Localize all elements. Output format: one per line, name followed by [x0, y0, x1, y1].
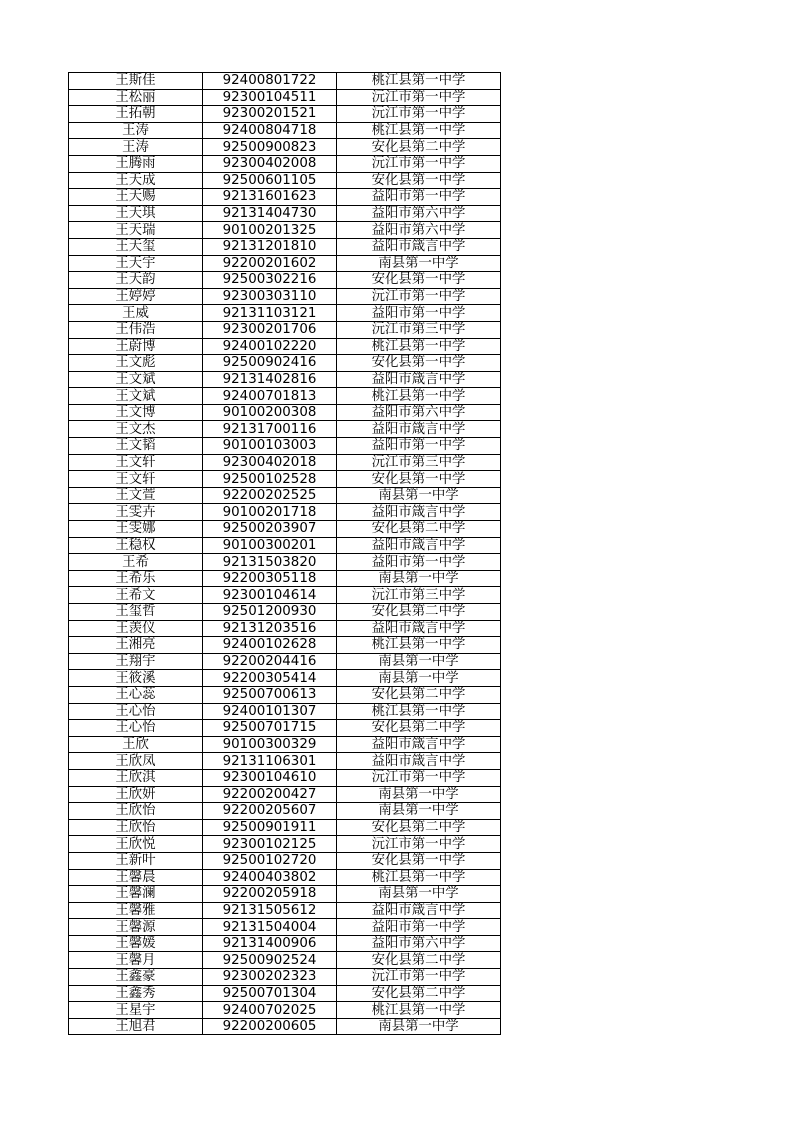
table-row: [69, 421, 501, 438]
student-name-cell: 王湘亮: [69, 637, 203, 654]
school-name-cell: 益阳市第六中学: [337, 404, 501, 421]
exam-number-cell: 92400102220: [203, 338, 337, 355]
student-name-cell: 王婷婷: [69, 288, 203, 305]
school-name-cell: 南县第一中学: [337, 570, 501, 587]
student-name-cell: 王松丽: [69, 89, 203, 106]
table-row: [69, 404, 501, 421]
exam-number-cell: 92131103121: [203, 305, 337, 322]
student-name-cell: 王文轩: [69, 471, 203, 488]
table-row: [69, 985, 501, 1002]
school-name-cell: 安化县第二中学: [337, 139, 501, 156]
table-row: [69, 272, 501, 289]
exam-number-cell: 92400702025: [203, 1002, 337, 1019]
exam-number-cell: 92131203516: [203, 620, 337, 637]
table-row: [69, 521, 501, 538]
exam-number-cell: 92400804718: [203, 122, 337, 139]
table-row: [69, 720, 501, 737]
school-name-cell: 沅江市第三中学: [337, 454, 501, 471]
school-name-cell: 益阳市第一中学: [337, 305, 501, 322]
school-name-cell: 沅江市第一中学: [337, 155, 501, 172]
school-name-cell: 益阳市箴言中学: [337, 753, 501, 770]
exam-number-cell: 92300303110: [203, 288, 337, 305]
school-name-cell: 安化县第二中学: [337, 686, 501, 703]
table-row: [69, 686, 501, 703]
table-row: [69, 1002, 501, 1019]
exam-number-cell: 92300104614: [203, 587, 337, 604]
school-name-cell: 桃江县第一中学: [337, 122, 501, 139]
table-row: [69, 969, 501, 986]
exam-number-cell: 92200305414: [203, 670, 337, 687]
school-name-cell: 沅江市第三中学: [337, 321, 501, 338]
table-row: [69, 952, 501, 969]
table-row: [69, 869, 501, 886]
student-name-cell: 王文博: [69, 404, 203, 421]
table-row: [69, 803, 501, 820]
table-row: [69, 786, 501, 803]
student-name-cell: 王心怡: [69, 703, 203, 720]
school-name-cell: 安化县第二中学: [337, 985, 501, 1002]
school-name-cell: 南县第一中学: [337, 255, 501, 272]
table-row: [69, 736, 501, 753]
exam-number-cell: 90100201325: [203, 222, 337, 239]
table-row: [69, 886, 501, 903]
exam-number-cell: 92500901911: [203, 819, 337, 836]
exam-number-cell: 92300402008: [203, 155, 337, 172]
school-name-cell: 沅江市第一中学: [337, 89, 501, 106]
table-row: [69, 604, 501, 621]
exam-number-cell: 92300402018: [203, 454, 337, 471]
school-name-cell: 益阳市第一中学: [337, 438, 501, 455]
student-name-cell: 王文轩: [69, 454, 203, 471]
school-name-cell: 益阳市箴言中学: [337, 421, 501, 438]
table-row: [69, 155, 501, 172]
table-row: [69, 487, 501, 504]
student-name-cell: 王文萱: [69, 487, 203, 504]
student-name-cell: 王欣凤: [69, 753, 203, 770]
exam-number-cell: 92400801722: [203, 73, 337, 90]
school-name-cell: 沅江市第一中学: [337, 106, 501, 123]
school-name-cell: 安化县第二中学: [337, 819, 501, 836]
student-name-cell: 王心蕊: [69, 686, 203, 703]
table-row: [69, 769, 501, 786]
school-name-cell: 安化县第一中学: [337, 852, 501, 869]
table-row: [69, 504, 501, 521]
school-name-cell: 益阳市箴言中学: [337, 504, 501, 521]
table-row: [69, 205, 501, 222]
exam-number-cell: 92200202525: [203, 487, 337, 504]
exam-number-cell: 92400102628: [203, 637, 337, 654]
student-name-cell: 王天琪: [69, 205, 203, 222]
student-name-cell: 王馨雅: [69, 902, 203, 919]
student-name-cell: 王羡仪: [69, 620, 203, 637]
exam-number-cell: 92131106301: [203, 753, 337, 770]
school-name-cell: 南县第一中学: [337, 487, 501, 504]
table-row: [69, 238, 501, 255]
exam-number-cell: 92500601105: [203, 172, 337, 189]
exam-number-cell: 92300102125: [203, 836, 337, 853]
student-name-cell: 王心怡: [69, 720, 203, 737]
table-row: [69, 371, 501, 388]
table-row: [69, 471, 501, 488]
exam-number-cell: 92131201810: [203, 238, 337, 255]
exam-number-cell: 92131503820: [203, 554, 337, 571]
exam-number-cell: 92200305118: [203, 570, 337, 587]
table-row: [69, 388, 501, 405]
student-name-cell: 王腾雨: [69, 155, 203, 172]
exam-number-cell: 92500701715: [203, 720, 337, 737]
table-row: [69, 172, 501, 189]
table-row: [69, 255, 501, 272]
student-name-cell: 王欣悦: [69, 836, 203, 853]
table-row: [69, 122, 501, 139]
school-name-cell: 益阳市箴言中学: [337, 620, 501, 637]
student-name-cell: 王希: [69, 554, 203, 571]
school-name-cell: 益阳市箴言中学: [337, 371, 501, 388]
table-row: [69, 1018, 501, 1035]
student-name-cell: 王欣: [69, 736, 203, 753]
exam-number-cell: 92500102528: [203, 471, 337, 488]
table-row: [69, 537, 501, 554]
table-row: [69, 919, 501, 936]
school-name-cell: 桃江县第一中学: [337, 869, 501, 886]
table-row: [69, 139, 501, 156]
table-row: [69, 753, 501, 770]
school-name-cell: 安化县第一中学: [337, 272, 501, 289]
student-name-cell: 王文韬: [69, 438, 203, 455]
exam-number-cell: 92400701813: [203, 388, 337, 405]
table-row: [69, 653, 501, 670]
school-name-cell: 安化县第二中学: [337, 952, 501, 969]
exam-number-cell: 92131404730: [203, 205, 337, 222]
student-name-cell: 王天玺: [69, 238, 203, 255]
student-name-cell: 王希乐: [69, 570, 203, 587]
student-name-cell: 王翔宇: [69, 653, 203, 670]
table-row: [69, 852, 501, 869]
exam-number-cell: 92200205607: [203, 803, 337, 820]
school-name-cell: 益阳市箴言中学: [337, 537, 501, 554]
student-name-cell: 王馨澜: [69, 886, 203, 903]
student-name-cell: 王星宇: [69, 1002, 203, 1019]
student-name-cell: 王馨源: [69, 919, 203, 936]
student-name-cell: 王馨媛: [69, 935, 203, 952]
student-name-cell: 王筱溪: [69, 670, 203, 687]
table-row: [69, 355, 501, 372]
school-name-cell: 桃江县第一中学: [337, 703, 501, 720]
student-name-cell: 王拓朝: [69, 106, 203, 123]
exam-number-cell: 92131601623: [203, 189, 337, 206]
exam-number-cell: 92500701304: [203, 985, 337, 1002]
table-row: [69, 189, 501, 206]
school-name-cell: 沅江市第一中学: [337, 836, 501, 853]
table-row: [69, 836, 501, 853]
school-name-cell: 南县第一中学: [337, 886, 501, 903]
table-row: [69, 670, 501, 687]
student-name-cell: 王文斌: [69, 371, 203, 388]
exam-number-cell: 92200200427: [203, 786, 337, 803]
exam-number-cell: 92300104511: [203, 89, 337, 106]
table-row: [69, 73, 501, 90]
school-name-cell: 安化县第二中学: [337, 604, 501, 621]
student-name-cell: 王欣怡: [69, 819, 203, 836]
table-row: [69, 288, 501, 305]
student-name-cell: 王威: [69, 305, 203, 322]
student-name-cell: 王文斌: [69, 388, 203, 405]
student-name-cell: 王新叶: [69, 852, 203, 869]
table-row: [69, 89, 501, 106]
school-name-cell: 益阳市第六中学: [337, 205, 501, 222]
exam-number-cell: 92200201602: [203, 255, 337, 272]
school-name-cell: 南县第一中学: [337, 653, 501, 670]
school-name-cell: 桃江县第一中学: [337, 1002, 501, 1019]
school-name-cell: 南县第一中学: [337, 1018, 501, 1035]
table-row: [69, 454, 501, 471]
exam-number-cell: 90100300201: [203, 537, 337, 554]
student-name-cell: 王伟浩: [69, 321, 203, 338]
exam-number-cell: 92131402816: [203, 371, 337, 388]
school-name-cell: 桃江县第一中学: [337, 73, 501, 90]
school-name-cell: 南县第一中学: [337, 803, 501, 820]
student-name-cell: 王斯佳: [69, 73, 203, 90]
student-name-cell: 王馨月: [69, 952, 203, 969]
table-row: [69, 305, 501, 322]
exam-number-cell: 92200200605: [203, 1018, 337, 1035]
exam-number-cell: 92300201706: [203, 321, 337, 338]
school-name-cell: 益阳市第六中学: [337, 222, 501, 239]
student-name-cell: 王文彪: [69, 355, 203, 372]
school-name-cell: 益阳市第一中学: [337, 554, 501, 571]
student-name-cell: 王蔚博: [69, 338, 203, 355]
table-row: [69, 819, 501, 836]
school-name-cell: 沅江市第三中学: [337, 587, 501, 604]
exam-number-cell: 92500902524: [203, 952, 337, 969]
student-name-cell: 王旭君: [69, 1018, 203, 1035]
school-name-cell: 益阳市箴言中学: [337, 238, 501, 255]
student-name-cell: 王天宇: [69, 255, 203, 272]
school-name-cell: 桃江县第一中学: [337, 637, 501, 654]
student-name-cell: 王鑫豪: [69, 969, 203, 986]
school-name-cell: 沅江市第一中学: [337, 288, 501, 305]
exam-number-cell: 92500102720: [203, 852, 337, 869]
table-row: [69, 902, 501, 919]
student-name-cell: 王天韵: [69, 272, 203, 289]
table-row: [69, 935, 501, 952]
school-name-cell: 安化县第二中学: [337, 521, 501, 538]
school-name-cell: 桃江县第一中学: [337, 388, 501, 405]
roster-table: [68, 72, 501, 1035]
student-name-cell: 王欣淇: [69, 769, 203, 786]
student-name-cell: 王馨晨: [69, 869, 203, 886]
student-name-cell: 王希文: [69, 587, 203, 604]
student-name-cell: 王涛: [69, 139, 203, 156]
exam-number-cell: 92500700613: [203, 686, 337, 703]
school-name-cell: 南县第一中学: [337, 786, 501, 803]
student-name-cell: 王雯卉: [69, 504, 203, 521]
student-name-cell: 王欣妍: [69, 786, 203, 803]
school-name-cell: 益阳市第一中学: [337, 189, 501, 206]
exam-number-cell: 92300202323: [203, 969, 337, 986]
exam-number-cell: 92300201521: [203, 106, 337, 123]
student-name-cell: 王稳权: [69, 537, 203, 554]
school-name-cell: 安化县第一中学: [337, 172, 501, 189]
exam-number-cell: 92500900823: [203, 139, 337, 156]
table-row: [69, 321, 501, 338]
exam-number-cell: 92500302216: [203, 272, 337, 289]
exam-number-cell: 92400101307: [203, 703, 337, 720]
exam-number-cell: 90100200308: [203, 404, 337, 421]
student-name-cell: 王文杰: [69, 421, 203, 438]
school-name-cell: 安化县第一中学: [337, 471, 501, 488]
exam-number-cell: 92131700116: [203, 421, 337, 438]
school-name-cell: 安化县第二中学: [337, 720, 501, 737]
exam-number-cell: 92400403802: [203, 869, 337, 886]
table-row: [69, 438, 501, 455]
table-row: [69, 703, 501, 720]
table-row: [69, 570, 501, 587]
school-name-cell: 益阳市第一中学: [337, 919, 501, 936]
school-name-cell: 南县第一中学: [337, 670, 501, 687]
school-name-cell: 沅江市第一中学: [337, 969, 501, 986]
table-row: [69, 620, 501, 637]
table-row: [69, 637, 501, 654]
table-row: [69, 554, 501, 571]
table-row: [69, 106, 501, 123]
student-name-cell: 王雯娜: [69, 521, 203, 538]
exam-number-cell: 92501200930: [203, 604, 337, 621]
exam-number-cell: 92131504004: [203, 919, 337, 936]
school-name-cell: 安化县第一中学: [337, 355, 501, 372]
table-row: [69, 587, 501, 604]
table-row: [69, 222, 501, 239]
student-name-cell: 王天赐: [69, 189, 203, 206]
student-name-cell: 王鑫秀: [69, 985, 203, 1002]
student-name-cell: 王欣怡: [69, 803, 203, 820]
school-name-cell: 益阳市箴言中学: [337, 736, 501, 753]
roster-table-body: [69, 73, 501, 1035]
exam-number-cell: 90100201718: [203, 504, 337, 521]
exam-number-cell: 92131400906: [203, 935, 337, 952]
student-name-cell: 王玺哲: [69, 604, 203, 621]
exam-number-cell: 92131505612: [203, 902, 337, 919]
exam-number-cell: 90100103003: [203, 438, 337, 455]
school-name-cell: 桃江县第一中学: [337, 338, 501, 355]
exam-number-cell: 92200204416: [203, 653, 337, 670]
exam-number-cell: 90100300329: [203, 736, 337, 753]
school-name-cell: 沅江市第一中学: [337, 769, 501, 786]
school-name-cell: 益阳市第六中学: [337, 935, 501, 952]
student-name-cell: 王天成: [69, 172, 203, 189]
student-name-cell: 王涛: [69, 122, 203, 139]
table-row: [69, 338, 501, 355]
school-name-cell: 益阳市箴言中学: [337, 902, 501, 919]
student-name-cell: 王天瑞: [69, 222, 203, 239]
exam-number-cell: 92500203907: [203, 521, 337, 538]
exam-number-cell: 92300104610: [203, 769, 337, 786]
exam-number-cell: 92200205918: [203, 886, 337, 903]
exam-number-cell: 92500902416: [203, 355, 337, 372]
